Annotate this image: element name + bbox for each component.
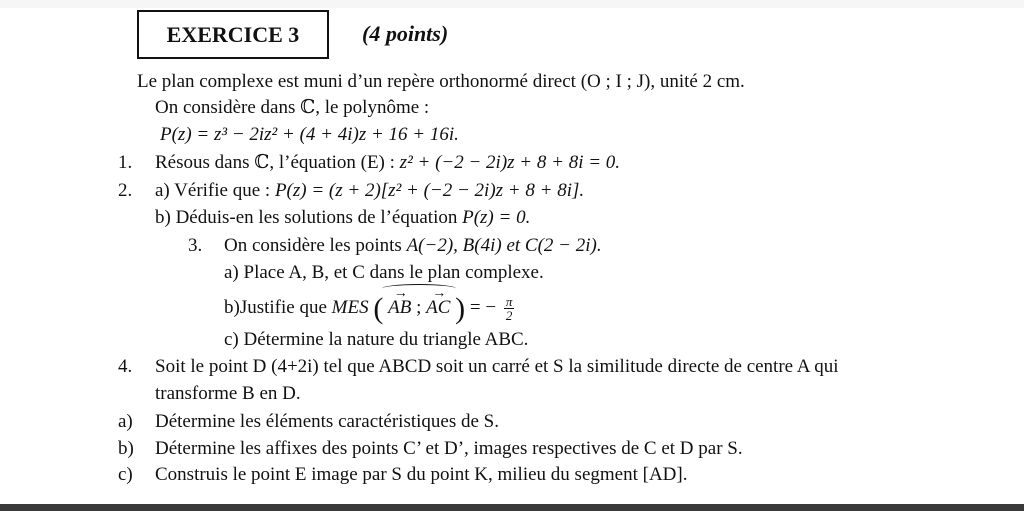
vector-ac: → AC: [426, 291, 450, 325]
page-top-strip: [0, 0, 1024, 8]
q3-number: 3.: [188, 235, 203, 256]
points-label: (4 points): [362, 21, 449, 46]
q1-equation: z² + (−2 − 2i)z + 8 + 8i = 0.: [399, 152, 621, 173]
exercise-title: EXERCICE 3: [137, 10, 329, 59]
q4b-label: b): [118, 438, 134, 459]
q2a-equation: P(z) = (z + 2)[z² + (−2 − 2i)z + 8 + 8i].: [274, 180, 585, 201]
q3b-line: [224, 291, 514, 326]
q3b-mes: MES: [331, 297, 369, 318]
q4a-text: Détermine les éléments caractéristiques de S.: [155, 411, 499, 432]
q3c-line: c) Détermine la nature du triangle ABC.: [224, 329, 529, 350]
open-paren: (: [373, 292, 384, 325]
fraction-numerator: π: [505, 294, 513, 310]
q3-line: [224, 235, 602, 257]
fraction-denominator: 2: [505, 308, 513, 324]
q3b-rhs: = −: [469, 297, 497, 318]
q1-number: 1.: [118, 152, 133, 173]
q2b-line: [155, 207, 530, 229]
q1-text: Résous dans ℂ, l’équation (E) :: [155, 152, 395, 173]
bottom-rule: [0, 504, 1024, 511]
vector-separator: ;: [416, 297, 422, 318]
q3b-prefix: b)Justifie que: [224, 297, 327, 318]
q4c-label: c): [118, 464, 133, 485]
q2-number: 2.: [118, 180, 133, 201]
q2b-equation: P(z) = 0.: [462, 207, 531, 228]
q4-number: 4.: [118, 356, 133, 377]
polynomial-definition: P(z) = z³ − 2iz² + (4 + 4i)z + 16 + 16i.: [160, 124, 459, 145]
intro-line-1: Le plan complexe est muni d’un repère orthonormé direct (O ; I ; J), unité 2 cm.: [137, 71, 745, 92]
pi-over-2-fraction: [504, 295, 515, 322]
intro-line-2: On considère dans ℂ, le polynôme :: [155, 97, 430, 118]
vector-ab: → AB: [388, 291, 411, 325]
q3-text: On considère les points: [224, 235, 402, 256]
close-paren: ): [455, 292, 466, 325]
q4a-label: a): [118, 411, 133, 432]
angle-arc: [388, 291, 450, 325]
q2b-text: b) Déduis-en les solutions de l’équation: [155, 207, 458, 228]
q4c-text: Construis le point E image par S du point K, milieu du segment [AD].: [155, 464, 688, 485]
q2a-text: a) Vérifie que :: [155, 180, 271, 201]
q4-line-1: Soit le point D (4+2i) tel que ABCD soit un carré et S la similitude directe de centre A qui: [155, 356, 839, 377]
q3a-line: a) Place A, B, et C dans le plan complexe.: [224, 262, 544, 283]
q2a-line: [155, 180, 584, 202]
q4-line-2: transforme B en D.: [155, 383, 301, 404]
q4b-text: Détermine les affixes des points C’ et D’, images respectives de C et D par S.: [155, 438, 743, 459]
q1-line: [155, 152, 620, 174]
q3-points: A(−2), B(4i) et C(2 − 2i).: [406, 235, 602, 256]
